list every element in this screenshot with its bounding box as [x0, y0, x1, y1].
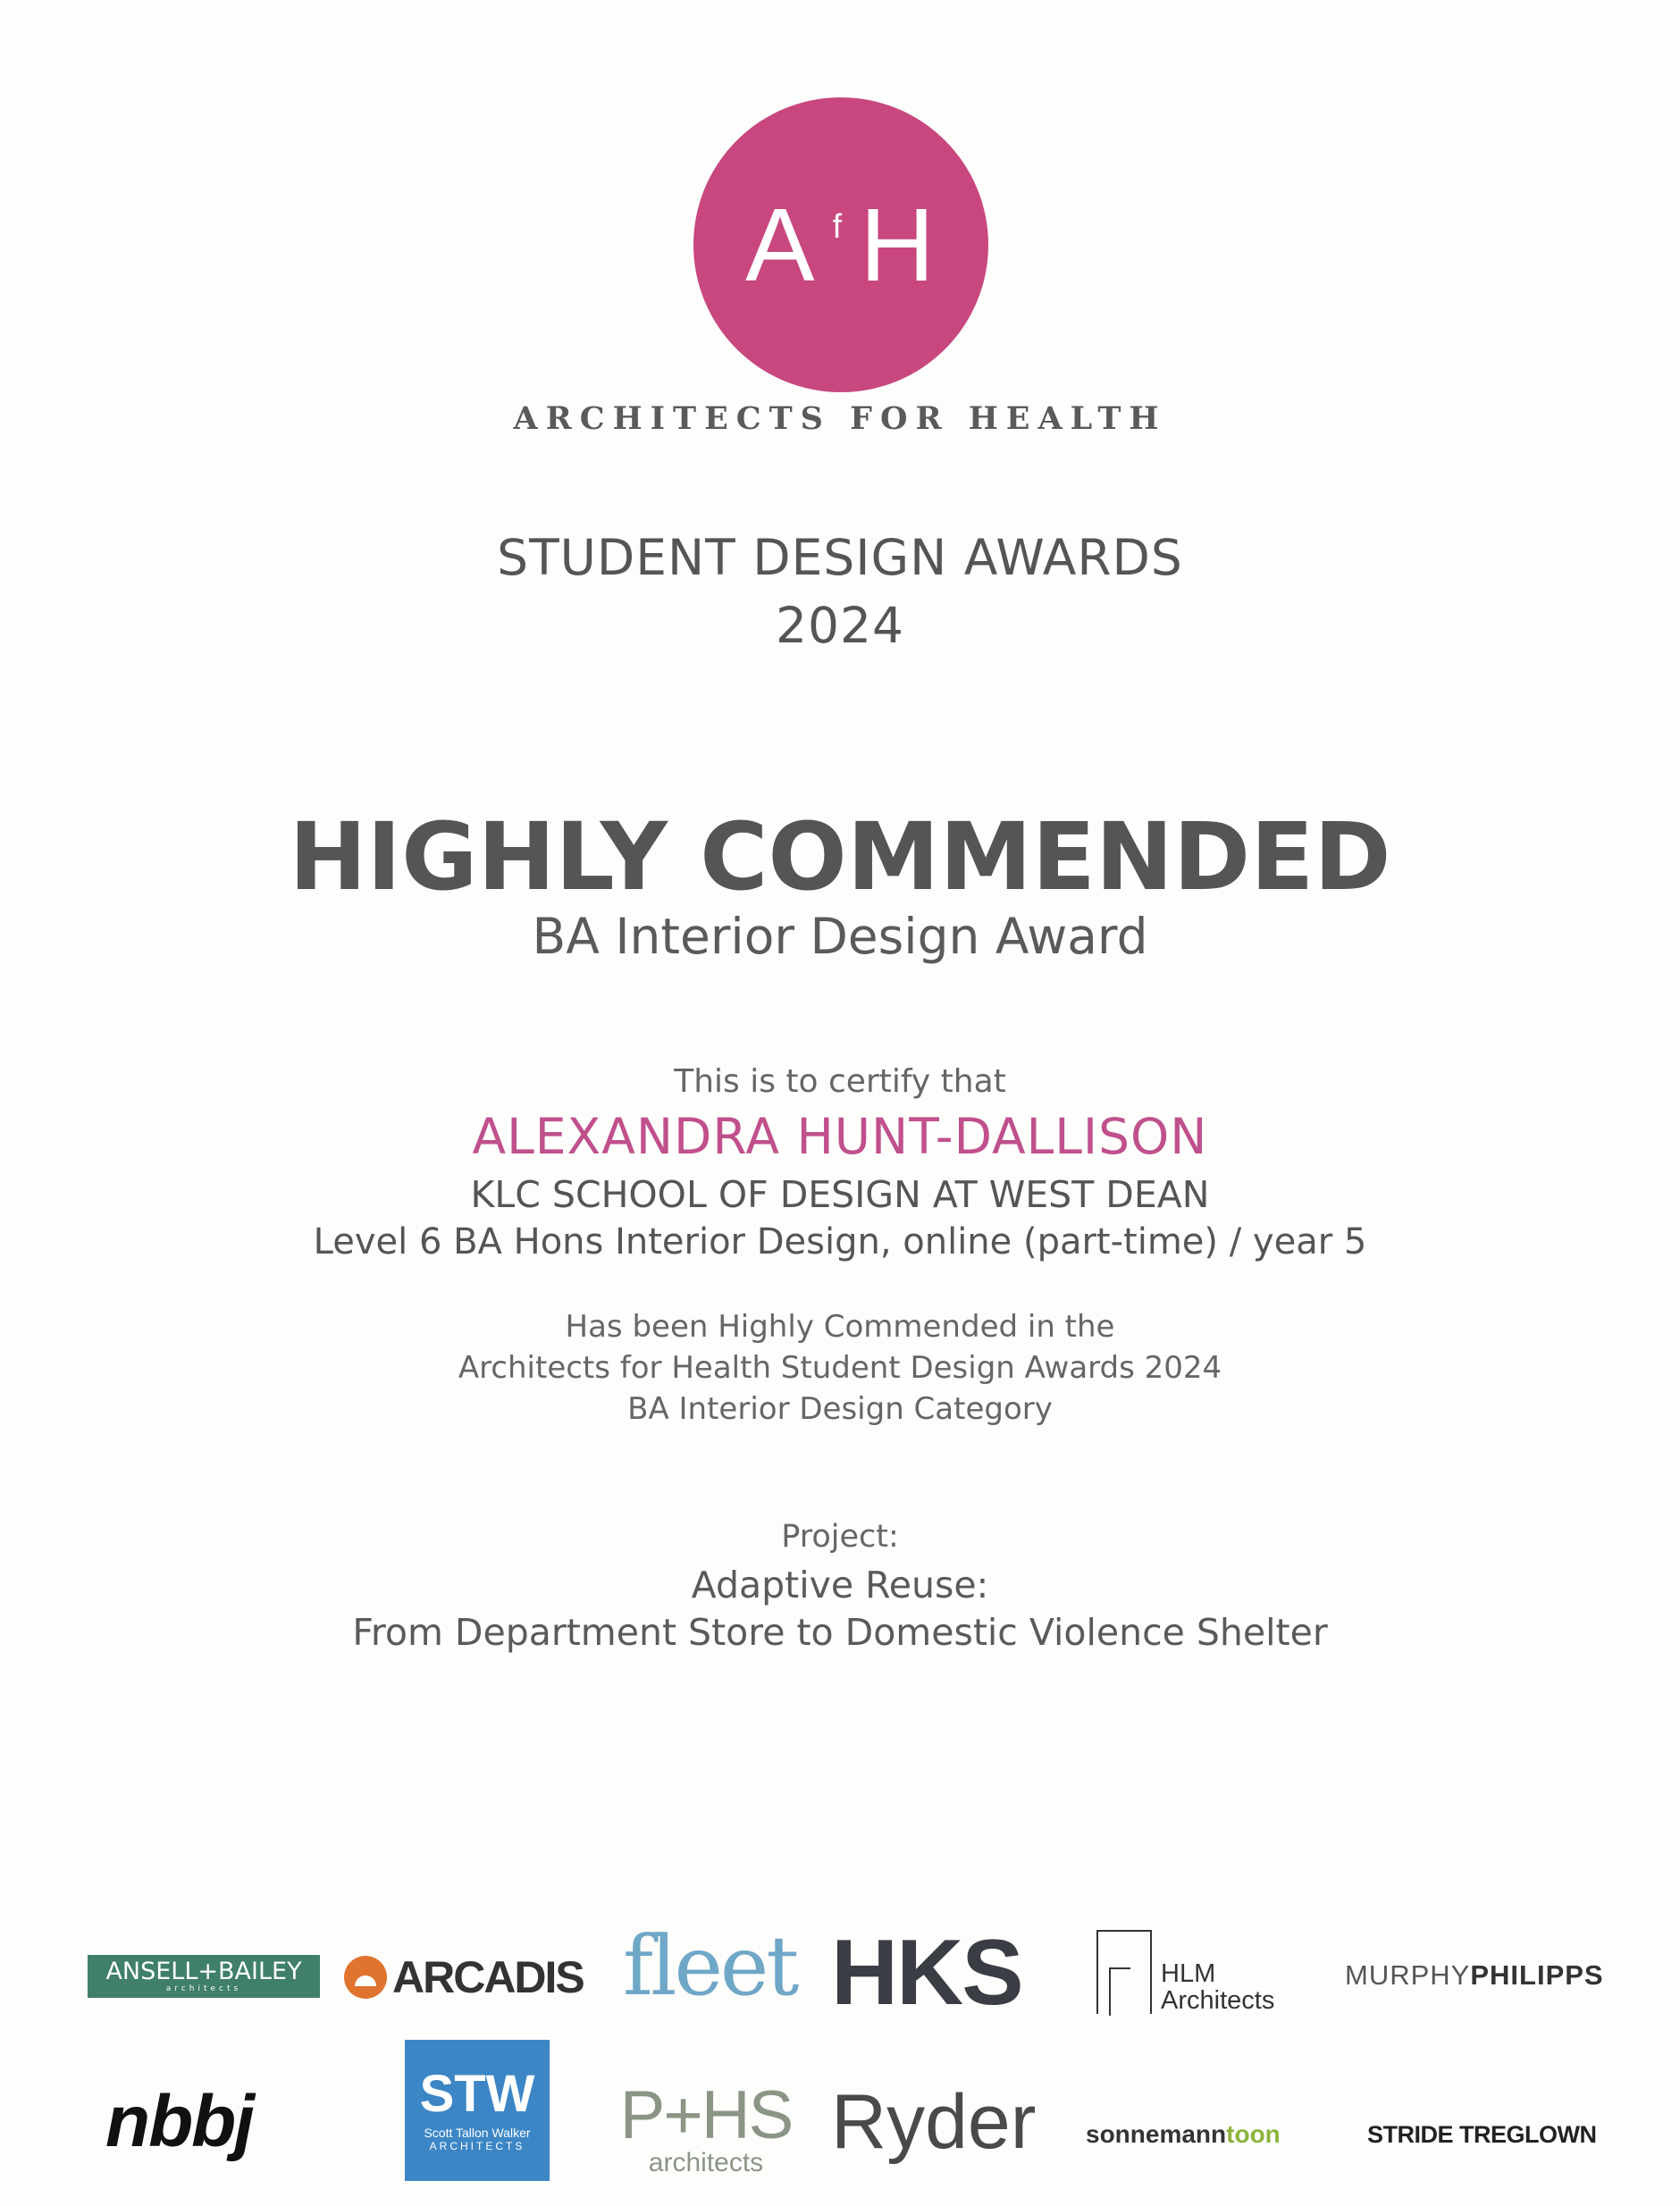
awards-year: 2024	[776, 597, 904, 654]
commendation-title: HIGHLY COMMENDED	[289, 802, 1391, 911]
recipient-name: ALEXANDRA HUNT-DALLISON	[472, 1108, 1208, 1165]
sponsor-stride-treglown-logo: STRIDE TREGLOWN	[1367, 2120, 1597, 2148]
project-title-line: From Department Store to Domestic Violence Shelter	[352, 1611, 1328, 1654]
awards-title: STUDENT DESIGN AWARDS	[497, 529, 1183, 586]
project-title-line: Adaptive Reuse:	[691, 1564, 989, 1606]
course-name: Level 6 BA Hons Interior Design, online (part-time) / year 5	[313, 1221, 1367, 1262]
sponsor-fleet-logo: fleet	[623, 1917, 797, 2014]
sponsor-hlm-logo: HLM Architects	[1096, 1927, 1274, 2017]
sponsor-ansell-bailey-logo: ANSELL+BAILEY architects	[88, 1955, 320, 1998]
sponsor-arcadis-logo: ARCADIS	[344, 1948, 584, 2007]
sponsor-murphy-philipps-logo: MURPHY PHILIPPS	[1345, 1959, 1604, 1991]
arcadis-mark-icon	[344, 1956, 387, 1999]
school-name: KLC SCHOOL OF DESIGN AT WEST DEAN	[470, 1173, 1210, 1216]
statement-line: Has been Highly Commended in the	[565, 1309, 1115, 1345]
statement-line: BA Interior Design Category	[627, 1391, 1053, 1427]
afh-logo: A f H	[745, 187, 937, 303]
sponsor-stw-logo: STW Scott Tallon Walker ARCHITECTS	[405, 2040, 550, 2181]
sponsor-hks-logo: HKS	[831, 1920, 1022, 2025]
organisation-name: ARCHITECTS FOR HEALTH	[513, 400, 1167, 437]
project-label: Project:	[781, 1519, 899, 1555]
sponsor-nbbj-logo: nbbj	[105, 2081, 254, 2162]
sponsor-sonnemann-toon-logo: sonnemann toon	[1086, 2120, 1281, 2148]
award-name: BA Interior Design Award	[532, 908, 1148, 965]
sponsor-ryder-logo: Ryder	[831, 2078, 1037, 2165]
certify-intro: This is to certify that	[674, 1063, 1006, 1100]
sponsor-phs-logo: P+HS architects	[619, 2076, 793, 2178]
statement-line: Architects for Health Student Design Awards 2024	[458, 1350, 1222, 1386]
hlm-mark-icon	[1096, 1930, 1152, 2014]
